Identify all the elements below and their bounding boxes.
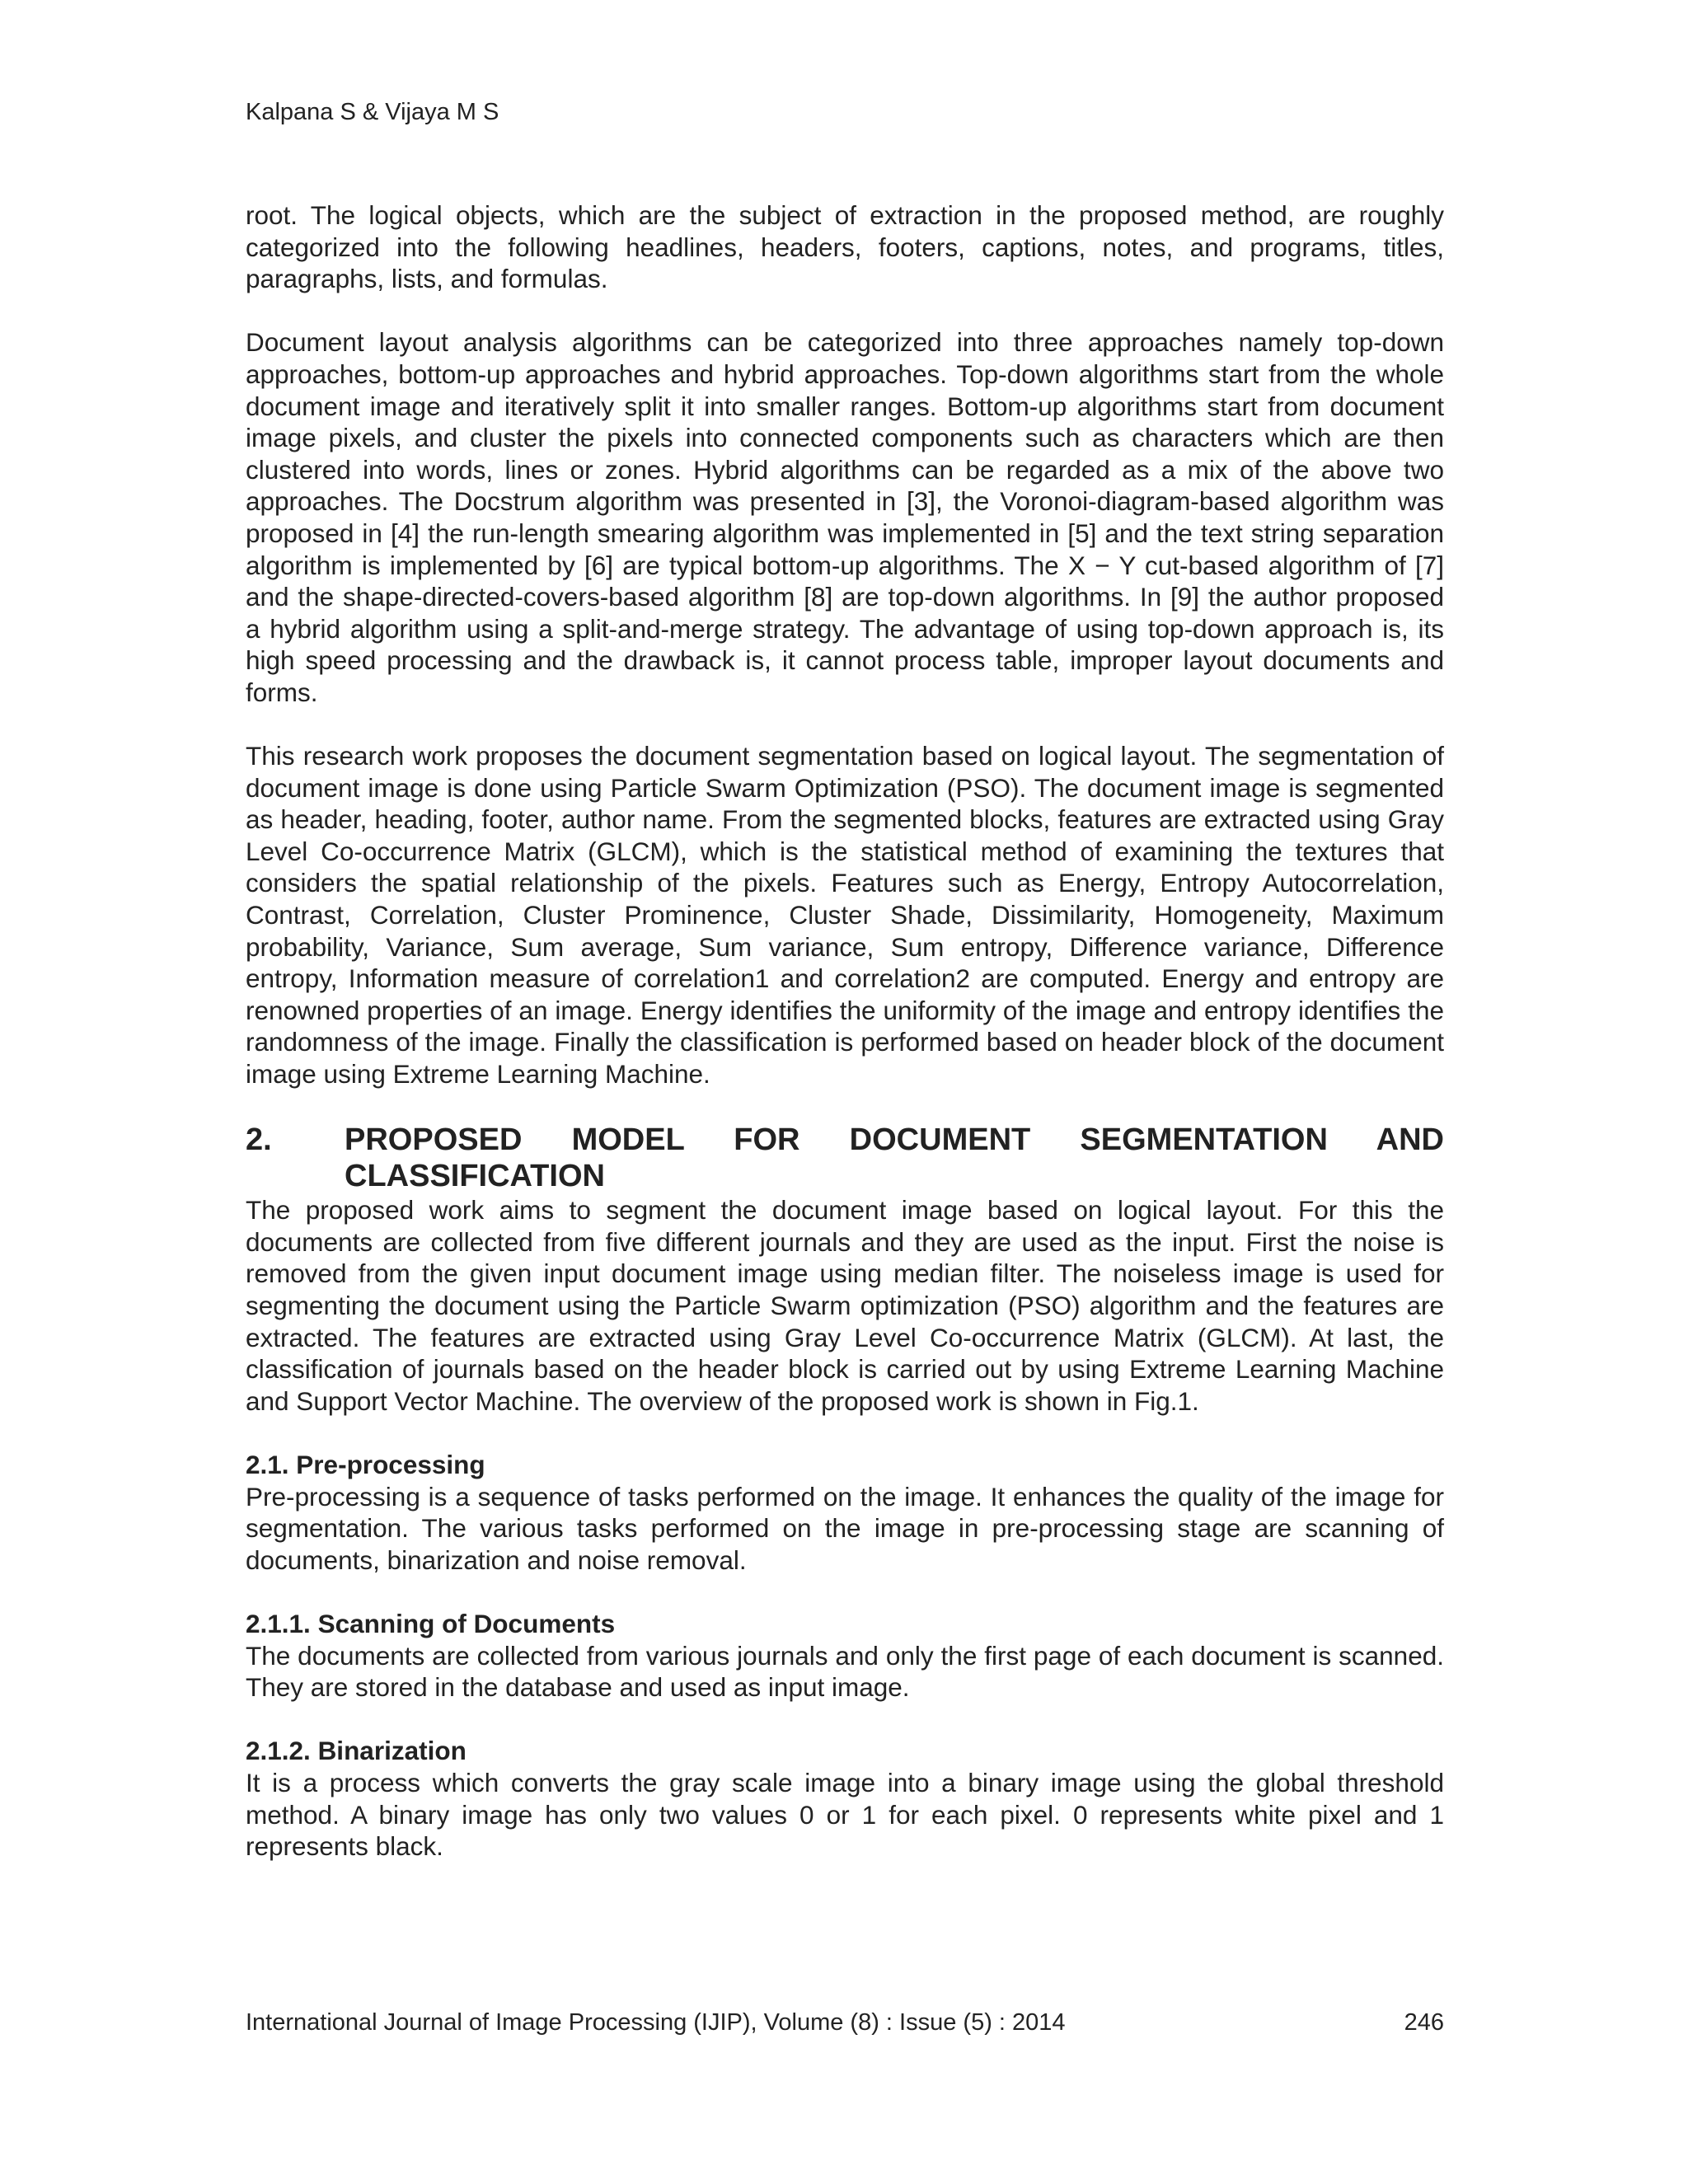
section-number: 2. bbox=[246, 1122, 272, 1158]
paragraph-binarization: It is a process which converts the gray scale image into a binary image using the global threshold method. A binary image has only two values 0 or 1 for each pixel. 0 represents white pixel and 1 represents black. bbox=[246, 1767, 1444, 1862]
paragraph-preprocessing: Pre-processing is a sequence of tasks performed on the image. It enhances the quality of the image for segmentation. The various tasks performed on the image in pre-processing stage are scanning of documents, binarization and noise removal. bbox=[246, 1481, 1444, 1575]
footer-journal-citation: International Journal of Image Processing (IJIP), Volume (8) : Issue (5) : 2014 bbox=[246, 2009, 1066, 2036]
page-body bbox=[246, 199, 1444, 1894]
paragraph-logical-objects: root. The logical objects, which are the subject of extraction in the proposed method, are roughly categorized into the following headlines, headers, footers, captions, notes, and programs, titles, paragraphs, lists, and formulas. bbox=[246, 200, 1444, 294]
footer-page-number: 246 bbox=[1404, 2009, 1444, 2036]
paragraph-proposed-model: The proposed work aims to segment the document image based on logical layout. For this the documents are collected from five different journals and they are used as the input. First the noise is removed from the given input document image using median filter. The noiseless image is used for segmenting the document using the Particle Swarm optimization (PSO) algorithm and the features are extracted. The features are extracted using Gray Level Co-occurrence Matrix (GLCM). At last, the classification of journals based on the header block is carried out by using Extreme Learning Machine and Support Vector Machine. The overview of the proposed work is shown in Fig.1. bbox=[246, 1195, 1444, 1416]
section-heading-proposed-model bbox=[246, 1122, 1444, 1194]
page-footer bbox=[246, 2008, 1444, 2037]
subsection-heading-scanning: 2.1.1. Scanning of Documents bbox=[246, 1608, 616, 1638]
paragraph-scanning: The documents are collected from various journals and only the first page of each document is scanned. They are stored in the database and used as input image. bbox=[246, 1640, 1444, 1703]
subsection-heading-binarization: 2.1.2. Binarization bbox=[246, 1736, 467, 1766]
paragraph-layout-algorithms: Document layout analysis algorithms can be categorized into three approaches namely top-down approaches, bottom-up approaches and hybrid approaches. Top-down algorithms start from the whole document image and iteratively split it into smaller ranges. Bottom-up algorithms start from document image pixels, and cluster the pixels into connected components such as characters which are then clustered into words, lines or zones. Hybrid algorithms can be regarded as a mix of the above two approaches. The Docstrum algorithm was presented in [3], the Voronoi-diagram-based algorithm was proposed in [4] the run-length smearing algorithm was implemented in [5] and the text string separation algorithm is implemented by [6] are typical bottom-up algorithms. The X − Y cut-based algorithm of [7] and the shape-directed-covers-based algorithm [8] are top-down algorithms. In [9] the author proposed a hybrid algorithm using a split-and-merge strategy. The advantage of using top-down approach is, its high speed processing and the drawback is, it cannot process table, improper layout documents and forms. bbox=[246, 327, 1444, 707]
subsection-heading-preprocessing: 2.1. Pre-processing bbox=[246, 1449, 485, 1479]
paragraph-research-proposal: This research work proposes the document segmentation based on logical layout. The segmentation of document image is done using Particle Swarm Optimization (PSO). The document image is segmented as header, heading, footer, author name. From the segmented blocks, features are extracted using Gray Level Co-occurrence Matrix (GLCM), which is the statistical method of examining the textures that considers the spatial relationship of the pixels. Features such as Energy, Entropy Autocorrelation, Contrast, Correlation, Cluster Prominence, Cluster Shade, Dissimilarity, Homogeneity, Maximum probability, Variance, Sum average, Sum variance, Sum entropy, Difference variance, Difference entropy, Information measure of correlation1 and correlation2 are computed. Energy and entropy are renowned properties of an image. Energy identifies the uniformity of the image and entropy identifies the randomness of the image. Finally the classification is performed based on header block of the document image using Extreme Learning Machine. bbox=[246, 741, 1444, 1090]
running-header-authors: Kalpana S & Vijaya M S bbox=[246, 99, 499, 125]
section-title: PROPOSED MODEL FOR DOCUMENT SEGMENTATION AND CLASSIFICATION bbox=[345, 1122, 1444, 1194]
